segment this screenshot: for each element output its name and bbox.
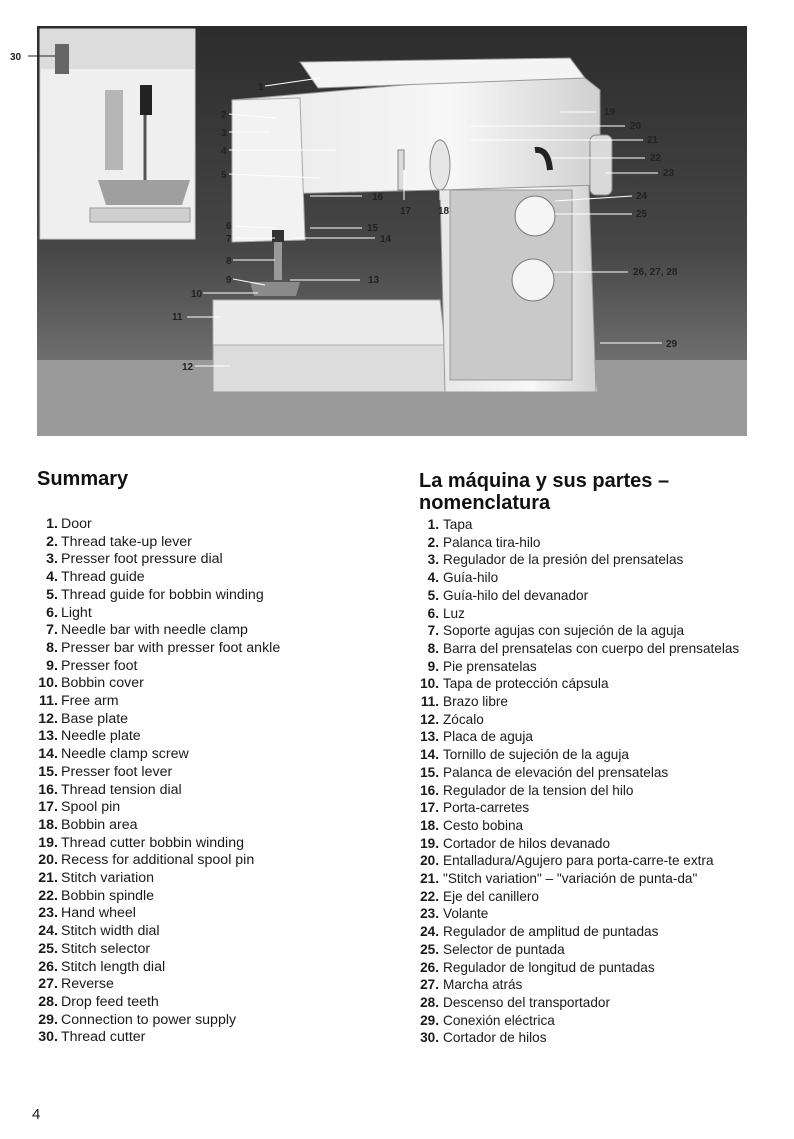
callout-label: 6: [226, 221, 232, 232]
item-number: 4.: [46, 569, 58, 586]
list-item: [419, 622, 759, 640]
item-label: Brazo libre: [443, 694, 508, 710]
list-item: [419, 516, 759, 534]
list-item: [419, 923, 759, 941]
item-label: Bobbin cover: [61, 675, 144, 692]
item-number: 24.: [420, 924, 439, 940]
item-number: 23.: [420, 906, 439, 922]
item-number: 3.: [427, 552, 439, 568]
item-number: 14.: [38, 746, 58, 763]
item-label: Thread take-up lever: [61, 533, 192, 550]
item-number: 1.: [46, 516, 58, 532]
list-item: [419, 658, 759, 676]
nomenclatura-title-line1: La máquina y sus partes –: [419, 470, 670, 492]
item-label: Door: [61, 516, 92, 532]
callout-label: 17: [400, 206, 412, 217]
list-item: [419, 728, 759, 746]
item-label: Bobbin spindle: [61, 887, 155, 904]
list-item: [37, 569, 397, 587]
item-number: 17.: [420, 800, 439, 816]
callout-label: 7: [226, 234, 232, 245]
item-label: Stitch length dial: [61, 958, 166, 975]
item-label: Stitch selector: [61, 940, 151, 957]
item-number: 11.: [420, 694, 439, 710]
callout-label: 19: [604, 107, 616, 118]
item-number: 8.: [46, 639, 58, 656]
item-label: Eje del canillero: [443, 888, 539, 904]
callout-label: 18: [438, 206, 450, 217]
item-label: Tapa: [443, 517, 473, 532]
item-number: 5.: [46, 586, 58, 603]
item-label: Drop feed teeth: [61, 993, 159, 1010]
list-item: [37, 835, 397, 853]
item-number: 17.: [38, 799, 58, 816]
item-label: Cesto bobina: [443, 817, 524, 833]
list-item: [419, 551, 759, 569]
item-label: Palanca de elevación del prensatelas: [443, 764, 669, 780]
item-number: 5.: [427, 587, 439, 603]
list-item: [419, 959, 759, 977]
list-item: [37, 782, 397, 800]
item-number: 15.: [420, 764, 439, 780]
list-item: [419, 693, 759, 711]
list-item: [419, 905, 759, 923]
item-number: 9.: [427, 658, 439, 674]
item-number: 20.: [420, 853, 439, 869]
item-label: Conexión eléctrica: [443, 1012, 555, 1028]
list-item: [37, 640, 397, 658]
list-item: [37, 852, 397, 870]
item-number: 18.: [420, 817, 439, 833]
list-item: [419, 764, 759, 782]
item-number: 13.: [420, 729, 439, 745]
callout-label: 21: [647, 135, 659, 146]
item-label: Cortador de hilos: [443, 1030, 547, 1046]
list-item: [37, 551, 397, 569]
item-label: Needle plate: [61, 728, 141, 745]
item-number: 27.: [420, 977, 439, 993]
item-number: 29.: [420, 1012, 439, 1028]
item-number: 20.: [38, 852, 58, 869]
list-item: [37, 923, 397, 941]
item-label: Thread tension dial: [61, 781, 182, 798]
list-item: [37, 605, 397, 623]
item-number: 30.: [420, 1030, 439, 1046]
list-item: [37, 516, 397, 534]
list-item: [37, 905, 397, 923]
item-label: Pie prensatelas: [443, 658, 537, 674]
list-item: [37, 888, 397, 906]
item-label: Reverse: [61, 976, 114, 993]
list-item: [419, 994, 759, 1012]
callout-label: 24: [636, 191, 648, 202]
item-number: 15.: [38, 763, 58, 780]
callout-label: 5: [221, 170, 227, 181]
item-number: 22.: [38, 887, 58, 904]
item-number: 19.: [420, 835, 439, 851]
list-item: [419, 782, 759, 800]
item-number: 24.: [38, 923, 58, 940]
item-number: 14.: [420, 747, 439, 763]
inset-detail-photo: [40, 29, 195, 239]
item-number: 16.: [420, 782, 439, 798]
item-number: 2.: [46, 533, 58, 550]
list-item: [37, 658, 397, 676]
item-label: Regulador de la tension del hilo: [443, 782, 634, 798]
item-number: 28.: [38, 993, 58, 1010]
item-label: Presser foot pressure dial: [61, 551, 223, 568]
list-item: [419, 852, 759, 870]
callout-label: 15: [367, 223, 379, 234]
item-label: Placa de aguja: [443, 729, 533, 745]
item-label: Bobbin area: [61, 816, 138, 833]
list-item: [37, 994, 397, 1012]
item-label: Regulador de la presión del prensatelas: [443, 552, 684, 568]
list-item: [37, 587, 397, 605]
item-number: 16.: [38, 781, 58, 798]
callout-label: 3: [221, 128, 227, 139]
item-label: Thread cutter bobbin winding: [61, 834, 244, 851]
callout-label: 8: [226, 256, 232, 267]
item-label: Recess for additional spool pin: [61, 852, 255, 869]
item-label: Stitch width dial: [61, 923, 160, 940]
item-label: Marcha atrás: [443, 977, 523, 993]
list-item: [37, 817, 397, 835]
item-number: 26.: [420, 959, 439, 975]
nomenclatura-title-line2: nomenclatura: [419, 492, 551, 514]
list-item: [419, 675, 759, 693]
list-item: [419, 605, 759, 623]
callout-label: 12: [182, 362, 194, 373]
item-number: 6.: [427, 605, 439, 621]
callout-label: 14: [380, 234, 392, 245]
nomenclatura-title: [419, 470, 759, 514]
item-number: 25.: [420, 941, 439, 957]
item-number: 18.: [38, 816, 58, 833]
nomenclatura-column: [419, 470, 759, 1047]
item-label: Thread guide: [61, 569, 145, 586]
callout-label: 20: [630, 121, 642, 132]
callout-label: 16: [372, 192, 384, 203]
list-item: [37, 870, 397, 888]
item-label: Selector de puntada: [443, 941, 565, 957]
item-number: 22.: [420, 888, 439, 904]
list-item: [37, 746, 397, 764]
list-item: [419, 870, 759, 888]
hand-wheel: [590, 135, 612, 195]
callout-label: 23: [663, 168, 675, 179]
item-label: Needle bar with needle clamp: [61, 622, 248, 639]
item-label: Regulador de amplitud de puntadas: [443, 924, 659, 940]
list-item: [419, 1029, 759, 1047]
item-number: 8.: [427, 640, 439, 656]
item-label: Connection to power supply: [61, 1011, 237, 1028]
item-label: "Stitch variation" – "variación de punta-da": [443, 871, 698, 887]
item-number: 30.: [38, 1029, 58, 1046]
item-number: 7.: [46, 622, 58, 639]
item-label: Regulador de longitud de puntadas: [443, 959, 655, 975]
stitch-width-dial: [515, 196, 555, 236]
item-label: Tornillo de sujeción de la aguja: [443, 747, 629, 763]
callout-label: 11: [172, 312, 183, 323]
list-item: [37, 1012, 397, 1030]
item-number: 19.: [38, 834, 58, 851]
item-label: Presser foot lever: [61, 763, 173, 780]
item-number: 10.: [38, 675, 58, 692]
item-label: Barra del prensatelas con cuerpo del prensatelas: [443, 640, 740, 656]
item-label: Presser bar with presser foot ankle: [61, 639, 281, 656]
callout-label: 26, 27, 28: [633, 267, 678, 278]
item-number: 2.: [427, 534, 439, 550]
callout-label: 2: [221, 110, 227, 121]
item-label: Presser foot: [61, 657, 138, 674]
list-item: [419, 835, 759, 853]
callout-label: 10: [191, 289, 203, 300]
item-label: Hand wheel: [61, 905, 136, 922]
list-item: [419, 817, 759, 835]
list-item: [419, 799, 759, 817]
page-number: 4: [32, 1106, 41, 1123]
summary-title: Summary: [37, 468, 129, 490]
item-number: 10.: [420, 676, 439, 692]
item-label: Thread guide for bobbin winding: [61, 586, 264, 603]
item-label: Volante: [443, 906, 489, 922]
item-label: Base plate: [61, 710, 129, 727]
item-label: Guía-hilo del devanador: [443, 587, 589, 603]
item-number: 25.: [38, 940, 58, 957]
item-number: 23.: [38, 905, 58, 922]
item-number: 21.: [420, 871, 439, 887]
list-item: [419, 888, 759, 906]
item-number: 3.: [46, 551, 58, 568]
list-item: [419, 534, 759, 552]
sewing-machine-figure: [0, 0, 794, 450]
item-label: Porta-carretes: [443, 800, 530, 816]
item-label: Descenso del transportador: [443, 994, 610, 1010]
item-number: 13.: [38, 728, 58, 745]
list-item: [37, 728, 397, 746]
list-item: [419, 711, 759, 729]
item-label: Needle clamp screw: [61, 746, 189, 763]
list-item: [37, 959, 397, 977]
item-number: 12.: [420, 711, 439, 727]
list-item: [419, 1012, 759, 1030]
item-number: 9.: [46, 657, 58, 674]
summary-list: [37, 516, 397, 1047]
item-label: Stitch variation: [61, 870, 155, 887]
callout-label: 30: [10, 52, 22, 63]
item-number: 12.: [38, 710, 58, 727]
item-label: Luz: [443, 605, 465, 621]
item-number: 21.: [38, 870, 58, 887]
list-item: [37, 534, 397, 552]
item-label: Tapa de protección cápsula: [443, 676, 609, 692]
callout-label: 22: [650, 153, 662, 164]
callout-label: 1: [258, 82, 264, 93]
item-number: 26.: [38, 958, 58, 975]
list-item: [419, 640, 759, 658]
item-label: Cortador de hilos devanado: [443, 835, 611, 851]
item-label: Guía-hilo: [443, 570, 499, 586]
item-number: 6.: [46, 604, 58, 621]
callout-label: 4: [221, 146, 227, 157]
list-item: [37, 675, 397, 693]
stitch-length-dial: [512, 259, 554, 301]
item-label: Thread cutter: [61, 1029, 146, 1046]
list-item: [419, 746, 759, 764]
list-item: [37, 693, 397, 711]
list-item: [419, 976, 759, 994]
list-item: [419, 587, 759, 605]
list-item: [37, 976, 397, 994]
item-label: Palanca tira-hilo: [443, 534, 541, 550]
item-label: Entalladura/Agujero para porta-carre-te extra: [443, 853, 714, 869]
list-item: [37, 1029, 397, 1047]
item-number: 4.: [427, 570, 439, 586]
list-item: [419, 941, 759, 959]
item-label: Soporte agujas con sujeción de la aguja: [443, 623, 685, 639]
callout-label: 9: [226, 275, 232, 286]
item-label: Spool pin: [61, 799, 121, 816]
list-item: [37, 941, 397, 959]
item-label: Zócalo: [443, 711, 484, 727]
callout-label: 13: [368, 275, 380, 286]
item-number: 27.: [38, 976, 58, 993]
list-item: [37, 711, 397, 729]
summary-column: [37, 468, 397, 1047]
item-number: 7.: [427, 623, 439, 639]
item-number: 11.: [39, 693, 58, 710]
item-label: Free arm: [61, 693, 119, 710]
list-item: [37, 622, 397, 640]
list-item: [37, 799, 397, 817]
callout-label: 25: [636, 209, 648, 220]
item-number: 29.: [38, 1011, 58, 1028]
item-number: 1.: [427, 517, 439, 532]
list-item: [419, 569, 759, 587]
callout-label: 29: [666, 339, 678, 350]
nomenclatura-list: [419, 516, 759, 1047]
item-number: 28.: [420, 994, 439, 1010]
list-item: [37, 764, 397, 782]
item-label: Light: [61, 604, 92, 621]
